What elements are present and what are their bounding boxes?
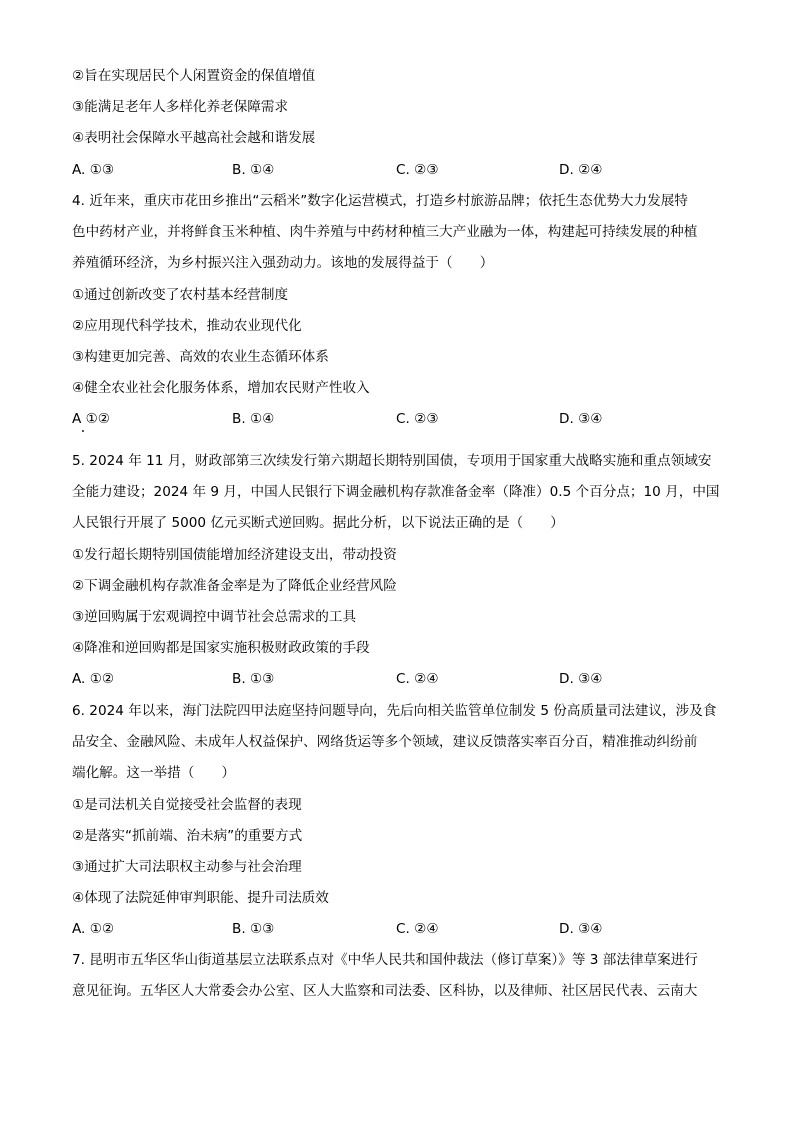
q7-stem-line-1: 7. 昆明市五华区华山街道基层立法联系点对《中华人民共和国仲裁法（修订草案）》等 3 部法律草案进行 xyxy=(72,952,698,968)
q3-statement-4: ④表明社会保障水平越高社会越和谐发展 xyxy=(72,130,316,146)
q4-statement-4: ④健全农业社会化服务体系，增加农民财产性收入 xyxy=(72,380,370,396)
q6-statement-4: ④体现了法院延伸审判职能、提升司法质效 xyxy=(72,890,329,906)
q6-stem-line-2: 品安全、金融风险、未成年人权益保护、网络货运等多个领域，建议反馈落实率百分百，精准推动纠纷前 xyxy=(72,734,698,750)
q4-statement-3: ③构建更加完善、高效的农业生态循环体系 xyxy=(72,349,329,365)
q4-stem-line-2: 色中药材产业，并将鲜食玉米种植、肉牛养殖与中药材种植三大产业融为一体，构建起可持续发展的种植 xyxy=(72,224,698,240)
q6-option-b[interactable]: B. ①③ xyxy=(232,921,275,937)
q5-stem-line-1: 5. 2024 年 11 月，财政部第三次续发行第六期超长期特别国债，专项用于国家重大战略实施和重点领域安 xyxy=(72,453,712,469)
q6-option-a[interactable]: A. ①② xyxy=(72,921,115,937)
q4-option-b[interactable]: B. ①④ xyxy=(232,411,275,427)
q3-option-b[interactable]: B. ①④ xyxy=(232,162,275,178)
q5-statement-2: ②下调金融机构存款准备金率是为了降低企业经营风险 xyxy=(72,578,397,594)
q5-statement-3: ③逆回购属于宏观调控中调节社会总需求的工具 xyxy=(72,609,357,625)
q3-statement-3: ③能满足老年人多样化养老保障需求 xyxy=(72,99,289,115)
q3-statement-2: ②旨在实现居民个人闲置资金的保值增值 xyxy=(72,68,316,84)
q6-statement-2: ②是落实“抓前端、治未病”的重要方式 xyxy=(72,828,303,844)
q5-stem-line-3: 人民银行开展了 5000 亿元买断式逆回购。据此分析，以下说法正确的是（ ） xyxy=(72,515,564,531)
q6-statement-3: ③通过扩大司法职权主动参与社会治理 xyxy=(72,859,302,875)
q5-stem-line-2: 全能力建设；2024 年 9 月，中国人民银行下调金融机构存款准备金率（降准）0.5 个百分点；10 月，中国 xyxy=(72,484,720,500)
q4-statement-2: ②应用现代科学技术，推动农业现代化 xyxy=(72,318,302,334)
q7-stem-line-2: 意见征询。五华区人大常委会办公室、区人大监察和司法委、区科协，以及律师、社区居民代表、云南大 xyxy=(72,983,698,999)
q4-option-c[interactable]: C. ②③ xyxy=(396,411,439,427)
q4-stem-line-1: 4. 近年来，重庆市花田乡推出“云稻米”数字化运营模式，打造乡村旅游品牌；依托生态优势大力发展特 xyxy=(72,193,688,209)
q5-option-d[interactable]: D. ③④ xyxy=(559,671,603,687)
q3-option-a[interactable]: A. ①③ xyxy=(72,162,115,178)
q5-statement-1: ①发行超长期特别国债能增加经济建设支出，带动投资 xyxy=(72,547,397,563)
q4-stem-line-3: 养殖循环经济，为乡村振兴注入强劲动力。该地的发展得益于（ ） xyxy=(72,255,494,271)
q6-option-d[interactable]: D. ③④ xyxy=(559,921,603,937)
stray-dot xyxy=(82,430,84,432)
q4-option-a[interactable]: A ①② xyxy=(72,411,110,427)
q6-stem-line-3: 端化解。这一举措（ ） xyxy=(72,765,236,781)
q6-stem-line-1: 6. 2024 年以来，海门法院四甲法庭坚持问题导向，先后向相关监管单位制发 5 份高质量司法建议，涉及食 xyxy=(72,703,717,719)
q4-statement-1: ①通过创新改变了农村基本经营制度 xyxy=(72,287,289,303)
q5-option-a[interactable]: A. ①② xyxy=(72,671,115,687)
q4-option-d[interactable]: D. ③④ xyxy=(559,411,603,427)
q5-option-b[interactable]: B. ①③ xyxy=(232,671,275,687)
q3-option-c[interactable]: C. ②③ xyxy=(396,162,439,178)
q5-statement-4: ④降准和逆回购都是国家实施积极财政政策的手段 xyxy=(72,640,370,656)
q3-option-d[interactable]: D. ②④ xyxy=(559,162,603,178)
q6-statement-1: ①是司法机关自觉接受社会监督的表现 xyxy=(72,797,302,813)
q6-option-c[interactable]: C. ②④ xyxy=(396,921,439,937)
q5-option-c[interactable]: C. ②④ xyxy=(396,671,439,687)
